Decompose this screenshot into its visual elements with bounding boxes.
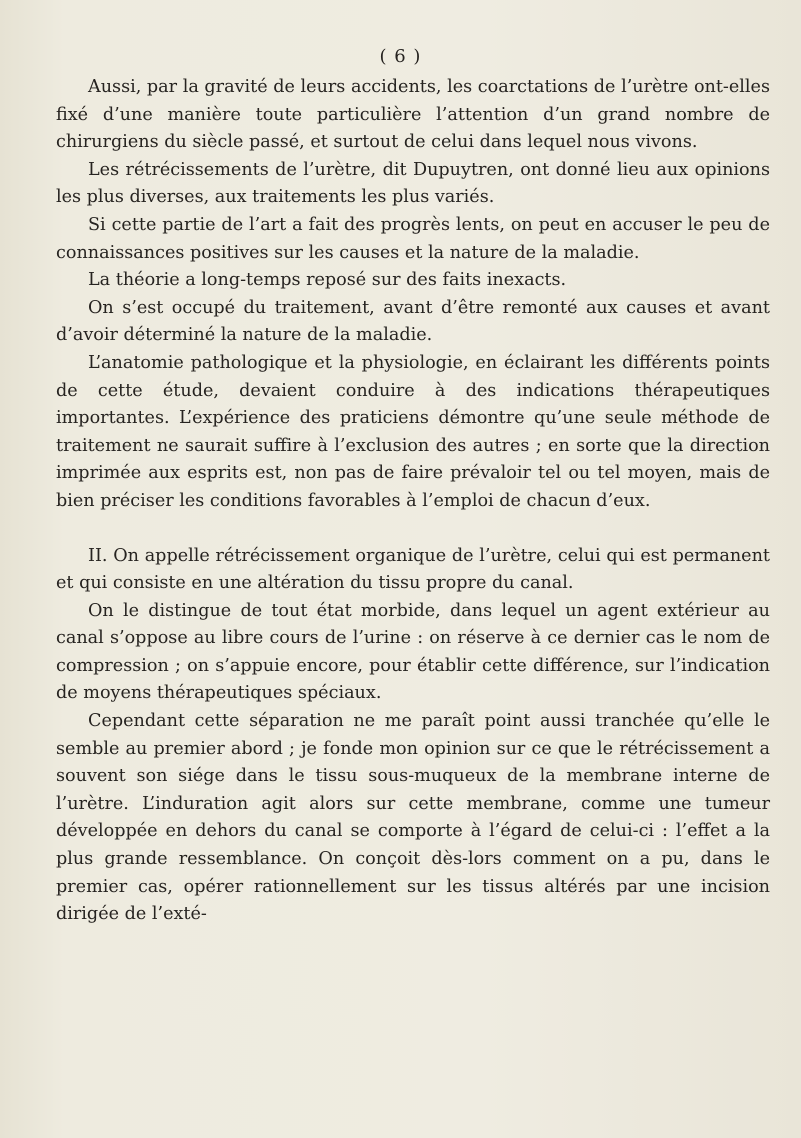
- section-ii-paragraph: II. On appelle rétrécissement organique de l’urètre, celui qui est permanent et qui consiste en une altération du tissu propre du canal.: [56, 545, 770, 594]
- paragraph: Si cette partie de l’art a fait des progrès lents, on peut en accuser le peu de connaissances positives sur les causes et la nature de la maladie.: [56, 214, 770, 263]
- body-text: [56, 74, 770, 929]
- paragraph: Aussi, par la gravité de leurs accidents, les coarctations de l’urètre ont-elles fixé d’une manière toute particulière l’attention d’un grand nombre de chirurgiens du siècle passé, et surtout de celui dans lequel nous vivons.: [56, 77, 770, 153]
- paragraph: La théorie a long-temps reposé sur des faits inexacts.: [88, 270, 567, 291]
- paragraph: Les rétrécissements de l’urètre, dit Dupuytren, ont donné lieu aux opinions les plus diverses, aux traitements les plus variés.: [56, 159, 770, 208]
- paragraph: L’anatomie pathologique et la physiologie, en éclairant les différents points de cette étude, devaient conduire à des indications thérapeutiques importantes. L’expérience des praticiens démontre qu’une seule méthode de traitement ne saurait suffire à l’exclusion des autres ; en sorte que la direction imprimée aux esprits est, non pas de faire prévaloir tel ou tel moyen, mais de bien préciser les conditions favorables à l’emploi de chacun d’eux.: [56, 352, 770, 511]
- paragraph: On le distingue de tout état morbide, dans lequel un agent extérieur au canal s’oppose au libre cours de l’urine : on réserve à ce dernier cas le nom de compression ; on s’appuie encore, pour établir cette différence, sur l’indication de moyens thérapeutiques spéciaux.: [56, 600, 770, 704]
- page-number: ( 6 ): [379, 46, 422, 67]
- paragraph: On s’est occupé du traitement, avant d’être remonté aux causes et avant d’avoir déterminé la nature de la maladie.: [56, 297, 770, 346]
- paragraph: Cependant cette séparation ne me paraît point aussi tranchée qu’elle le semble au premier abord ; je fonde mon opinion sur ce que le rétrécissement a souvent son siége dans le tissu sous-muqueux de la membrane interne de l’urètre. L’induration agit alors sur cette membrane, comme une tumeur développée en dehors du canal se comporte à l’égard de celui-ci : l’effet a la plus grande ressemblance. On conçoit dès-lors comment on a pu, dans le premier cas, opérer rationnellement sur les tissus altérés par une incision dirigée de l’exté-: [56, 711, 770, 925]
